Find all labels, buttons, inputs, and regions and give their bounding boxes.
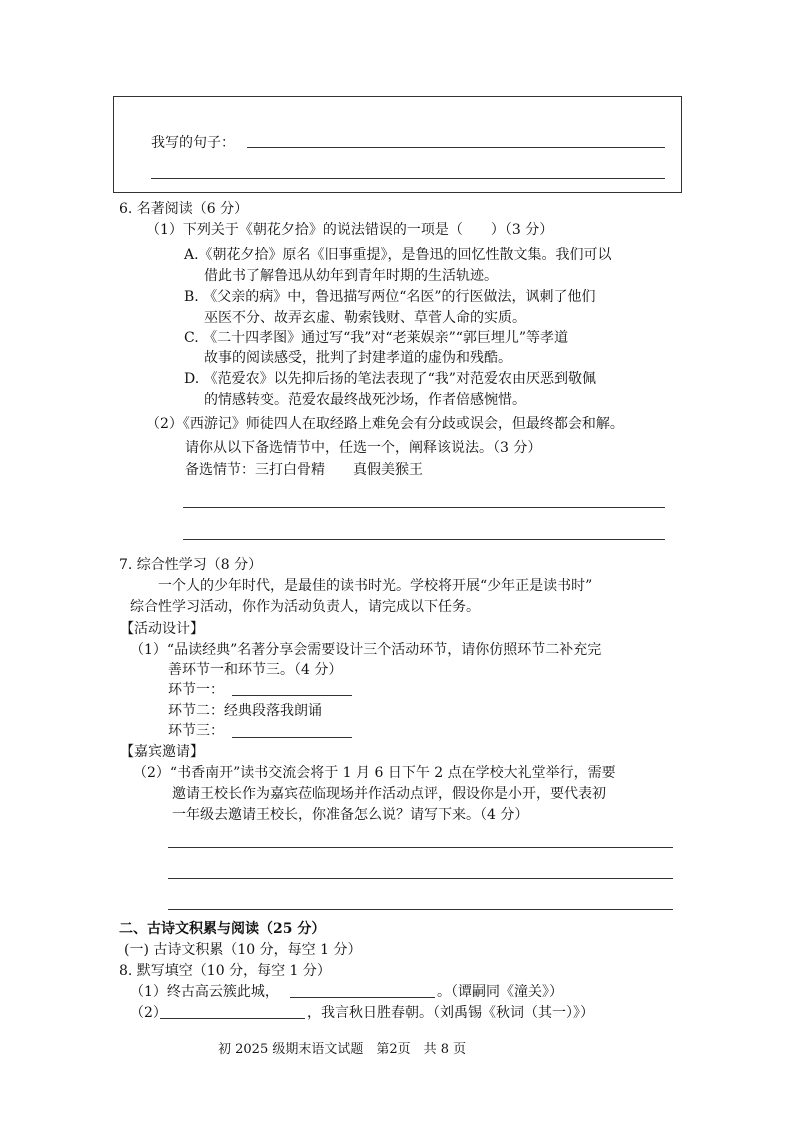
- q6-title: 6. 名著阅读（6 分）: [119, 201, 249, 217]
- link-two: 环节二：经典段落我朗诵: [168, 703, 322, 719]
- page-footer: 初 2025 级期末语文试题 第2页 共 8 页: [218, 1042, 467, 1057]
- q7-sub2-cont1: 邀请王校长作为嘉宾莅临现场并作活动点评，假设你是小开，要代表初: [172, 786, 606, 802]
- q8-blank-2[interactable]: [160, 1018, 305, 1019]
- answer-line[interactable]: [183, 507, 665, 508]
- link-one-blank[interactable]: [232, 695, 352, 696]
- link-three-blank[interactable]: [232, 737, 352, 738]
- option-c: C. 《二十四孝图》通过写“我”对“老莱娱亲”“郭巨埋儿”等孝道: [184, 330, 569, 346]
- q8-blank-1[interactable]: [290, 997, 435, 998]
- part2-title: 二、古诗文积累与阅读（25 分）: [119, 921, 326, 937]
- link-three-label: 环节三：: [168, 723, 224, 739]
- answer-line[interactable]: [168, 878, 673, 879]
- q6-sub2-stem: （2）《西游记》师徒四人在取经路上难免会有分歧或误会，但最终都会和解。: [146, 416, 624, 432]
- section-guest-invite: 【嘉宾邀请】: [120, 744, 204, 760]
- option-d-cont: 的情感转变。范爱农最终战死沙场，作者倍感惋惜。: [204, 392, 526, 408]
- q6-sub2-instruction: 请你从以下备选情节中，任选一个，阐释该说法。（3 分）: [185, 440, 542, 456]
- option-a: A.《朝花夕拾》原名《旧事重提》，是鲁迅的回忆性散文集。我们可以: [184, 247, 612, 263]
- q8-title: 8. 默写填空（10 分，每空 1 分）: [119, 963, 331, 979]
- box-label: 我写的句子：: [151, 135, 235, 151]
- answer-line[interactable]: [183, 539, 665, 540]
- q8-line2-prefix: （2）: [130, 1005, 167, 1021]
- option-b-cont: 巫医不分、故弄玄虚、勒索钱财、草菅人命的实质。: [204, 310, 526, 326]
- q6-sub1-stem: （1）下列关于《朝花夕拾》的说法错误的一项是（ ）（3 分）: [146, 222, 554, 238]
- link-one-label: 环节一：: [168, 682, 224, 698]
- q8-line1-suffix: 。（谭嗣同《潼关》）: [437, 984, 563, 1000]
- q7-title: 7. 综合性学习（8 分）: [119, 557, 263, 573]
- q8-line1-prefix: （1）终古高云簇此城，: [130, 984, 279, 1000]
- q8-line2-suffix: ，我言秋日胜春朝。（刘禹锡《秋词（其一）》）: [307, 1005, 594, 1021]
- q7-sub1-cont: 善环节一和环节三。（4 分）: [168, 662, 343, 678]
- option-b: B. 《父亲的病》中，鲁迅描写两位“名医”的行医做法，讽刺了他们: [184, 289, 596, 305]
- option-c-cont: 故事的阅读感受，批判了封建孝道的虚伪和残酷。: [204, 350, 512, 366]
- answer-line[interactable]: [247, 147, 665, 148]
- q7-intro-cont: 综合性学习活动，你作为活动负责人，请完成以下任务。: [130, 599, 480, 615]
- q6-sub2-options: 备选情节：三打白骨精 真假美猴王: [185, 462, 423, 478]
- option-a-cont: 借此书了解鲁迅从幼年到青年时期的生活轨迹。: [204, 268, 498, 284]
- q7-sub2-cont2: 一年级去邀请王校长，你准备怎么说？请写下来。（4 分）: [172, 807, 529, 823]
- option-d: D. 《范爱农》以先抑后扬的笔法表现了“我”对范爱农由厌恶到敬佩: [184, 371, 596, 387]
- answer-line[interactable]: [168, 847, 673, 848]
- q7-intro: 一个人的少年时代，是最佳的读书时光。学校将开展“少年正是读书时”: [158, 578, 593, 594]
- answer-line[interactable]: [168, 909, 673, 910]
- answer-line[interactable]: [151, 178, 665, 179]
- q7-sub2-stem: （2）“书香南开”读书交流会将于 1 月 6 日下午 2 点在学校大礼堂举行，需要: [133, 765, 616, 781]
- part2-subtitle: (一) 古诗文积累（10 分，每空 1 分）: [124, 942, 362, 958]
- q7-sub1-stem: （1）“品读经典”名著分享会需要设计三个活动环节，请你仿照环节二补充完: [130, 642, 602, 658]
- section-activity-design: 【活动设计】: [120, 621, 204, 637]
